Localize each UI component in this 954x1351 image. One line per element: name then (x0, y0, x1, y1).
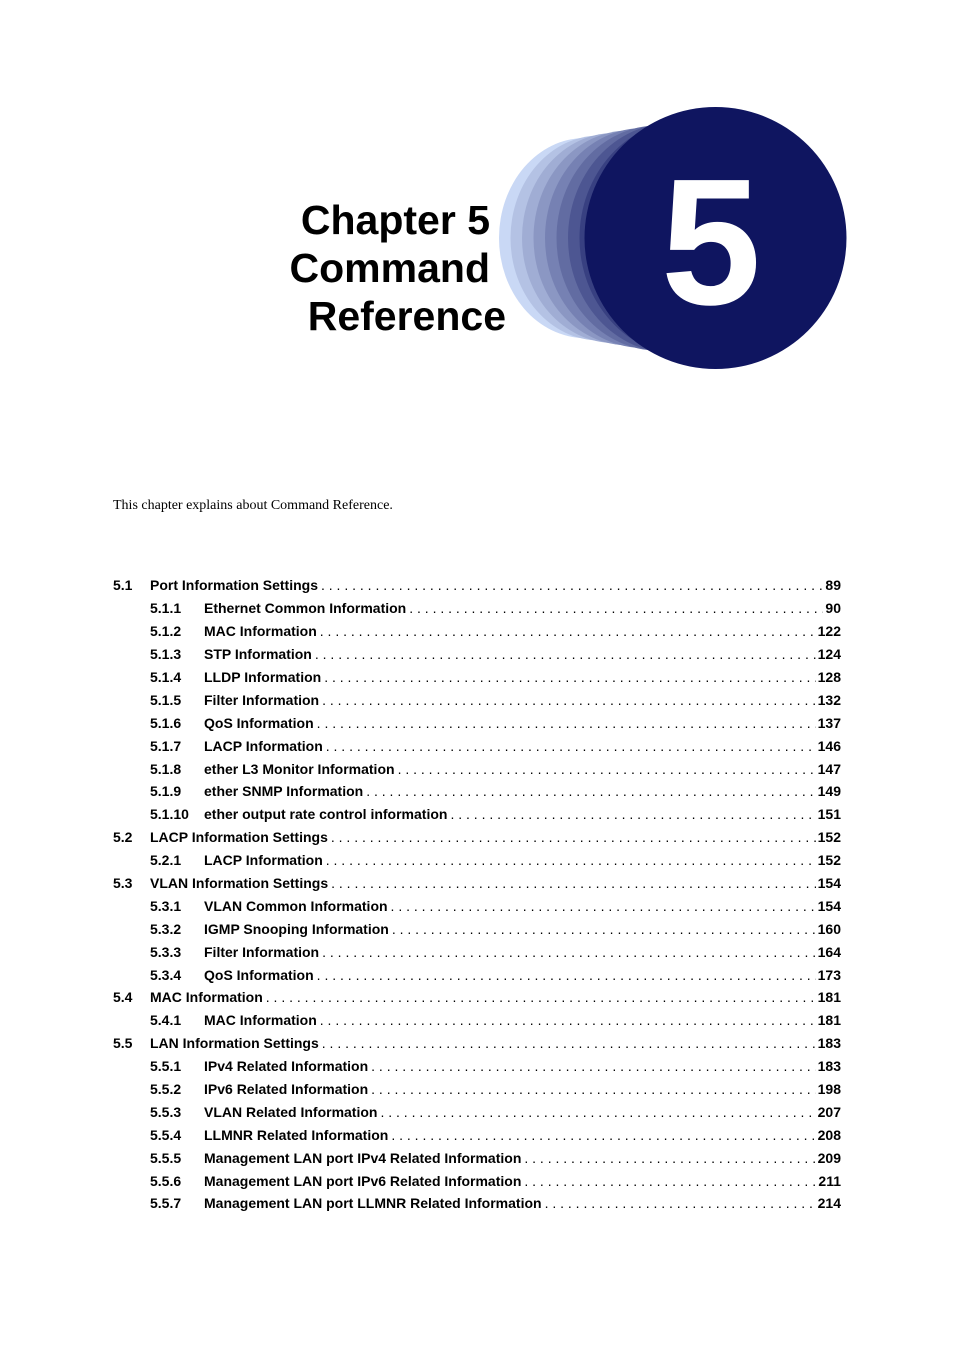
toc-entry-title: MAC Information (150, 989, 263, 1006)
toc-dot-leader (545, 1195, 816, 1211)
toc-entry-page: 154 (817, 897, 841, 914)
toc-entry-number: 5.5.2 (150, 1081, 182, 1098)
toc-entry-page: 152 (817, 852, 841, 869)
toc-entry-page: 183 (817, 1035, 841, 1052)
toc-entry-number: 5.3.1 (150, 897, 182, 914)
toc-dot-leader (321, 577, 823, 593)
toc-entry[interactable] (113, 1100, 841, 1123)
toc-entry-title: LACP Information Settings (150, 829, 328, 846)
chapter-title-line: Chapter 5 (300, 197, 490, 243)
toc-entry-number: 5.5.1 (150, 1058, 182, 1075)
toc-entry-page: 137 (817, 714, 841, 731)
toc-entry-page: 151 (817, 806, 841, 823)
toc-dot-leader (322, 692, 816, 708)
toc-entry-number: 5.5.3 (150, 1103, 182, 1120)
toc-entry[interactable] (113, 1055, 841, 1078)
toc-entry-page: 147 (817, 760, 841, 777)
toc-entry-page: 207 (817, 1103, 841, 1120)
toc-entry-title: VLAN Related Information (204, 1103, 378, 1120)
toc-entry-page: 146 (817, 737, 841, 754)
toc-entry-page: 149 (817, 783, 841, 800)
toc-entry-number: 5.4 (113, 989, 133, 1006)
toc-entry-title: IGMP Snooping Information (204, 920, 389, 937)
toc-entry[interactable] (113, 1009, 841, 1032)
toc-entry[interactable] (113, 643, 841, 666)
toc-entry-page: 90 (825, 600, 841, 617)
toc-entry-title: LACP Information (204, 852, 323, 869)
toc-dot-leader (371, 1081, 815, 1097)
toc-entry-title: ether output rate control information (204, 806, 448, 823)
toc-entry-page: 122 (817, 623, 841, 640)
toc-entry-page: 132 (817, 691, 841, 708)
toc-entry-title: Management LAN port IPv4 Related Information (204, 1149, 522, 1166)
toc-dot-leader (371, 1058, 815, 1074)
toc-entry-number: 5.1.6 (150, 714, 182, 731)
intro-paragraph: This chapter explains about Command Reference. (113, 498, 393, 513)
toc-dot-leader (315, 646, 816, 662)
toc-entry[interactable] (113, 1146, 841, 1169)
toc-entry-number: 5.1.9 (150, 783, 182, 800)
toc-dot-leader (326, 852, 816, 868)
toc-entry[interactable] (113, 917, 841, 940)
toc-entry[interactable] (113, 1123, 841, 1146)
toc-dot-leader (324, 669, 815, 685)
toc-entry[interactable] (113, 597, 841, 620)
toc-entry[interactable] (113, 803, 841, 826)
toc-entry[interactable] (113, 734, 841, 757)
toc-entry-number: 5.3.4 (150, 966, 182, 983)
chapter-title-line: Command (289, 245, 490, 291)
chapter-number: 5 (660, 142, 762, 343)
toc-entry[interactable] (113, 757, 841, 780)
toc-entry-page: 198 (817, 1081, 841, 1098)
toc-entry[interactable] (113, 1169, 841, 1192)
toc-entry-number: 5.1.2 (150, 623, 182, 640)
toc-entry-number: 5.5.6 (150, 1172, 182, 1189)
toc-entry-number: 5.5.7 (150, 1195, 182, 1212)
toc-entry-page: 154 (817, 875, 841, 892)
toc-dot-leader (450, 806, 815, 822)
toc-entry-title: MAC Information (204, 1012, 317, 1029)
toc-entry-page: 124 (817, 646, 841, 663)
toc-dot-leader (317, 715, 816, 731)
toc-dot-leader (331, 875, 816, 891)
toc-entry-title: QoS Information (204, 966, 314, 983)
toc-entry-page: 209 (817, 1149, 841, 1166)
toc-entry-page: 164 (817, 943, 841, 960)
toc-entry-title: Filter Information (204, 943, 320, 960)
toc-entry-title: VLAN Common Information (204, 897, 388, 914)
toc-entry-page: 89 (825, 577, 841, 594)
toc-entry-page: 211 (818, 1172, 841, 1189)
toc-dot-leader (366, 783, 815, 799)
chapter-number-emblem (495, 100, 850, 375)
toc-dot-leader (322, 1035, 816, 1051)
toc-dot-leader (266, 989, 816, 1005)
toc-entry[interactable] (113, 1078, 841, 1101)
toc-entry-title: Port Information Settings (150, 577, 318, 594)
toc-entry[interactable] (113, 826, 841, 849)
toc-entry-title: Filter Information (204, 691, 320, 708)
toc-entry-number: 5.2.1 (150, 852, 182, 869)
toc-entry-number: 5.1.10 (150, 806, 189, 823)
toc-entry-number: 5.1.5 (150, 691, 182, 708)
toc-entry[interactable] (113, 688, 841, 711)
toc-entry-number: 5.1.4 (150, 669, 182, 685)
toc-entry[interactable] (113, 780, 841, 803)
toc-entry-number: 5.2 (113, 829, 133, 846)
toc-dot-leader (524, 1150, 815, 1166)
toc-entry-number: 5.1.3 (150, 646, 182, 663)
toc-entry-number: 5.5.4 (150, 1126, 182, 1143)
toc-entry-number: 5.1.7 (150, 737, 182, 754)
toc-entry-title: LACP Information (204, 737, 323, 754)
toc-entry[interactable] (113, 940, 841, 963)
toc-dot-leader (524, 1173, 816, 1189)
toc-entry-title: VLAN Information Settings (150, 875, 329, 892)
toc-entry-title: ether SNMP Information (204, 783, 364, 800)
toc-entry-title: Ethernet Common Information (204, 600, 407, 617)
toc-entry-number: 5.1.1 (150, 600, 182, 617)
toc-dot-leader (380, 1104, 815, 1120)
toc-entry[interactable] (113, 620, 841, 643)
toc-entry-title: Management LAN port IPv6 Related Information (204, 1172, 522, 1189)
toc-entry[interactable] (113, 963, 841, 986)
toc-dot-leader (322, 944, 816, 960)
toc-entry[interactable] (113, 986, 841, 1009)
table-of-contents (113, 574, 841, 1215)
toc-entry[interactable] (113, 666, 841, 689)
toc-entry[interactable] (113, 574, 841, 597)
toc-dot-leader (392, 921, 816, 937)
toc-entry-page: 160 (817, 920, 841, 937)
toc-entry-number: 5.4.1 (150, 1012, 182, 1029)
toc-dot-leader (398, 761, 816, 777)
toc-entry-title: ether L3 Monitor Information (204, 760, 395, 777)
toc-entry[interactable] (113, 711, 841, 734)
toc-dot-leader (331, 829, 816, 845)
toc-entry-number: 5.3 (113, 875, 133, 892)
toc-dot-leader (391, 1127, 815, 1143)
toc-entry[interactable] (113, 849, 841, 872)
toc-entry-page: 181 (817, 1012, 841, 1029)
toc-dot-leader (409, 600, 823, 616)
toc-dot-leader (317, 967, 816, 983)
chapter-title (230, 196, 510, 340)
toc-entry-page: 128 (817, 669, 841, 685)
toc-entry-title: MAC Information (204, 623, 317, 640)
toc-entry-title: Management LAN port LLMNR Related Information (204, 1195, 542, 1212)
toc-entry-title: QoS Information (204, 714, 314, 731)
toc-entry-number: 5.1.8 (150, 760, 182, 777)
toc-entry-title: IPv6 Related Information (204, 1081, 369, 1098)
toc-dot-leader (326, 738, 816, 754)
toc-entry-number: 5.3.3 (150, 943, 182, 960)
toc-entry[interactable] (113, 1032, 841, 1055)
chapter-title-line: Reference (307, 293, 506, 339)
toc-entry-title: STP Information (204, 646, 312, 663)
toc-entry[interactable] (113, 894, 841, 917)
toc-entry[interactable] (113, 872, 841, 895)
toc-entry-number: 5.5 (113, 1035, 133, 1052)
toc-dot-leader (320, 623, 816, 639)
toc-entry-title: LAN Information Settings (150, 1035, 319, 1052)
toc-dot-leader (320, 1012, 816, 1028)
toc-dot-leader (391, 898, 816, 914)
toc-entry-number: 5.1 (113, 577, 133, 594)
toc-entry-title: LLMNR Related Information (204, 1126, 389, 1143)
toc-entry-page: 173 (817, 966, 841, 983)
toc-entry-number: 5.5.5 (150, 1149, 182, 1166)
toc-entry-title: LLDP Information (204, 669, 322, 685)
toc-entry-page: 181 (817, 989, 841, 1006)
toc-entry-title: IPv4 Related Information (204, 1058, 369, 1075)
toc-entry-page: 208 (817, 1126, 841, 1143)
toc-entry[interactable] (113, 1192, 841, 1215)
toc-entry-page: 214 (817, 1195, 841, 1212)
toc-entry-number: 5.3.2 (150, 920, 182, 937)
toc-entry-page: 152 (817, 829, 841, 846)
toc-entry-page: 183 (817, 1058, 841, 1075)
